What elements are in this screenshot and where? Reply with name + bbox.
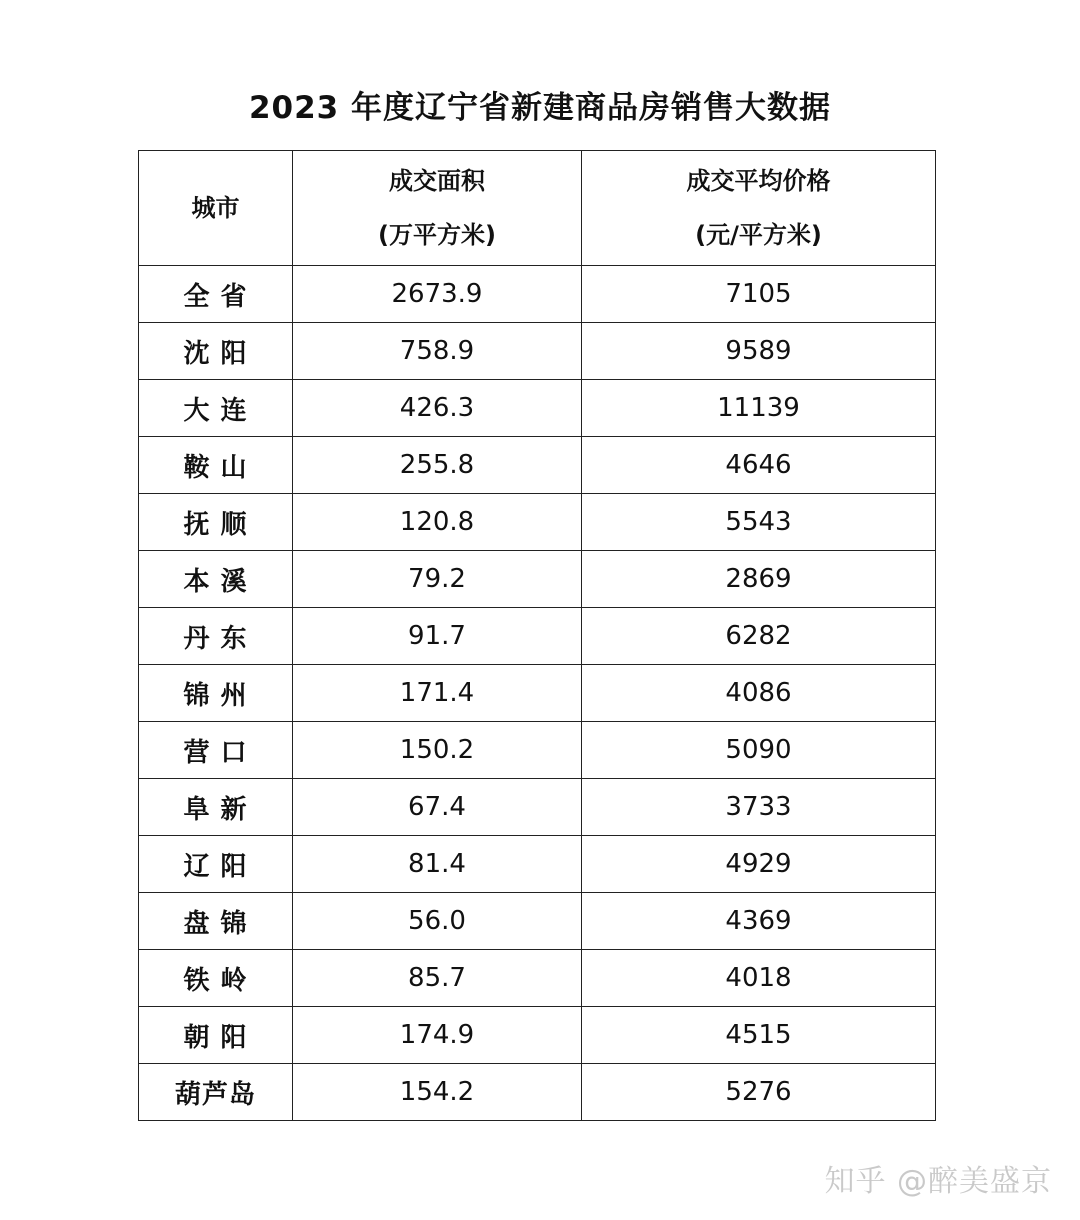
city-cell: 锦 州 (139, 665, 293, 722)
header-city-label: 城市 (191, 194, 240, 222)
area-cell: 2673.9 (293, 266, 582, 323)
city-cell: 营 口 (139, 722, 293, 779)
area-cell: 67.4 (293, 779, 582, 836)
city-cell: 丹 东 (139, 608, 293, 665)
table-row (139, 665, 936, 722)
city-cell: 辽 阳 (139, 836, 293, 893)
table-header-row (139, 151, 936, 266)
table-row (139, 608, 936, 665)
price-cell: 2869 (582, 551, 936, 608)
sales-table (138, 150, 936, 1121)
city-cell: 铁 岭 (139, 950, 293, 1007)
table-row (139, 494, 936, 551)
area-cell: 56.0 (293, 893, 582, 950)
price-cell: 7105 (582, 266, 936, 323)
city-cell: 全 省 (139, 266, 293, 323)
table-row (139, 551, 936, 608)
header-price (582, 151, 936, 266)
price-cell: 5090 (582, 722, 936, 779)
price-cell: 3733 (582, 779, 936, 836)
city-cell: 沈 阳 (139, 323, 293, 380)
city-cell: 阜 新 (139, 779, 293, 836)
price-cell: 4929 (582, 836, 936, 893)
area-cell: 171.4 (293, 665, 582, 722)
header-city (139, 151, 293, 266)
table-row (139, 722, 936, 779)
table-row (139, 1007, 936, 1064)
header-area-label: 成交面积 (389, 167, 485, 195)
price-cell: 6282 (582, 608, 936, 665)
table-row (139, 836, 936, 893)
area-cell: 91.7 (293, 608, 582, 665)
city-cell: 本 溪 (139, 551, 293, 608)
price-cell: 5276 (582, 1064, 936, 1121)
area-cell: 255.8 (293, 437, 582, 494)
table-row (139, 950, 936, 1007)
price-cell: 4018 (582, 950, 936, 1007)
city-cell: 抚 顺 (139, 494, 293, 551)
city-cell: 葫芦岛 (139, 1064, 293, 1121)
city-cell: 大 连 (139, 380, 293, 437)
header-area (293, 151, 582, 266)
area-cell: 426.3 (293, 380, 582, 437)
area-cell: 174.9 (293, 1007, 582, 1064)
price-cell: 4369 (582, 893, 936, 950)
price-cell: 4646 (582, 437, 936, 494)
table-row (139, 893, 936, 950)
table-row (139, 266, 936, 323)
price-cell: 11139 (582, 380, 936, 437)
table-row (139, 437, 936, 494)
area-cell: 154.2 (293, 1064, 582, 1121)
price-cell: 9589 (582, 323, 936, 380)
price-cell: 4086 (582, 665, 936, 722)
city-cell: 朝 阳 (139, 1007, 293, 1064)
area-cell: 79.2 (293, 551, 582, 608)
table-row (139, 380, 936, 437)
price-cell: 4515 (582, 1007, 936, 1064)
area-cell: 85.7 (293, 950, 582, 1007)
area-cell: 758.9 (293, 323, 582, 380)
price-cell: 5543 (582, 494, 936, 551)
city-cell: 盘 锦 (139, 893, 293, 950)
table-row (139, 1064, 936, 1121)
area-cell: 81.4 (293, 836, 582, 893)
area-cell: 150.2 (293, 722, 582, 779)
header-price-unit: (元/平方米) (695, 221, 822, 249)
table-row (139, 779, 936, 836)
watermark: 知乎 @醉美盛京 (824, 1164, 1052, 1199)
page-title: 2023 年度辽宁省新建商品房销售大数据 (248, 90, 832, 126)
city-cell: 鞍 山 (139, 437, 293, 494)
header-area-unit: (万平方米) (378, 221, 496, 249)
header-price-label: 成交平均价格 (686, 167, 831, 195)
area-cell: 120.8 (293, 494, 582, 551)
table-row (139, 323, 936, 380)
